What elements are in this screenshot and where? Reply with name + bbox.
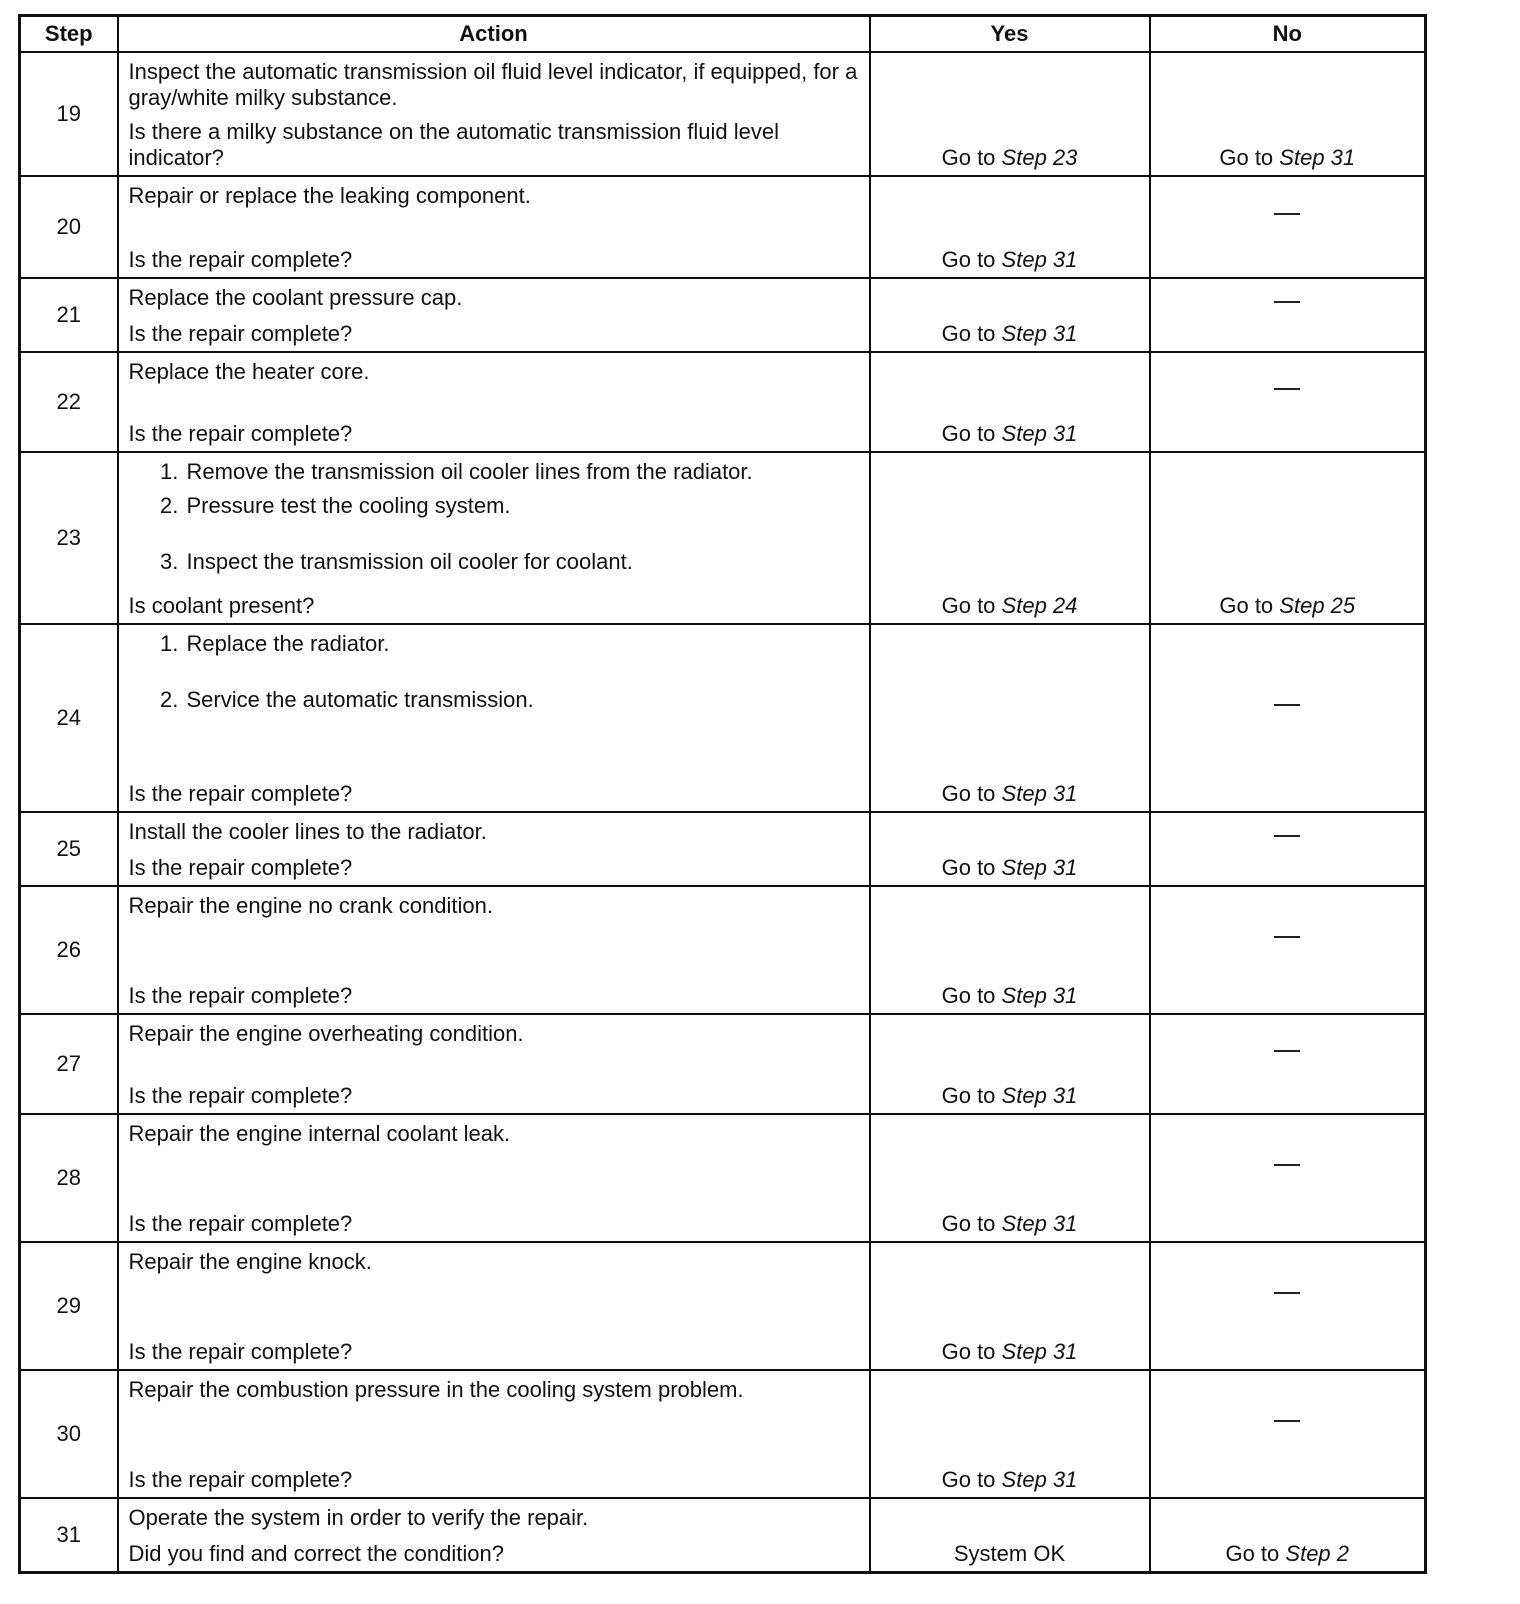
goto-prefix: Go to [941, 421, 996, 446]
action-content [119, 1371, 869, 1497]
step-reference: Step 23 [1001, 145, 1078, 170]
yes-cell [870, 624, 1150, 812]
instruction-list-item: 2. Pressure test the cooling system. [185, 493, 859, 519]
no-cell [1150, 886, 1426, 1014]
table-row [20, 624, 1426, 812]
table-row [20, 1114, 1426, 1242]
goto-prefix: Go to [941, 1211, 996, 1236]
goto-prefix: Go to [941, 1083, 996, 1108]
yes-goto [942, 1083, 1078, 1108]
yes-goto [942, 983, 1078, 1008]
instruction-text: Repair the engine internal coolant leak. [128, 1121, 511, 1146]
yes-cell [870, 1498, 1150, 1573]
action-content [119, 625, 869, 811]
step-number: 21 [20, 278, 118, 352]
yes-cell [870, 1114, 1150, 1242]
no-goto [1219, 145, 1355, 170]
instruction-list [129, 631, 859, 713]
action-question: Is the repair complete? [128, 781, 353, 806]
action-instructions [129, 1377, 859, 1409]
header-no: No [1150, 16, 1426, 53]
step-reference: Step 31 [1001, 321, 1078, 346]
goto-prefix: Go to [1219, 593, 1274, 618]
action-instructions [129, 285, 859, 317]
no-dash [1274, 301, 1300, 329]
step-number: 24 [20, 624, 118, 812]
instruction-text: Replace the coolant pressure cap. [128, 285, 463, 310]
table-row [20, 452, 1426, 624]
table-row [20, 1498, 1426, 1573]
action-content [119, 887, 869, 1013]
instruction-text: Install the cooler lines to the radiator. [128, 819, 487, 844]
instruction-text: Repair the engine no crank condition. [128, 893, 493, 918]
step-reference: Step 31 [1001, 1083, 1078, 1108]
action-cell [118, 1014, 870, 1114]
yes-cell [870, 1370, 1150, 1498]
no-cell [1150, 1498, 1426, 1573]
action-cell [118, 452, 870, 624]
no-cell [1150, 52, 1426, 176]
goto-prefix: Go to [1225, 1541, 1280, 1566]
action-question: Is the repair complete? [128, 855, 353, 880]
step-reference: Step 31 [1001, 1211, 1078, 1236]
step-reference: Step 31 [1001, 421, 1078, 446]
action-cell [118, 812, 870, 886]
yes-cell [870, 886, 1150, 1014]
action-content [119, 1243, 869, 1369]
instruction-text: Repair the combustion pressure in the cooling system problem. [128, 1377, 744, 1402]
action-question: Is the repair complete? [128, 1083, 353, 1108]
instruction-list-item: 3. Inspect the transmission oil cooler for coolant. [185, 549, 859, 575]
instruction-text: Repair or replace the leaking component. [128, 183, 531, 208]
action-question: Is coolant present? [128, 593, 315, 618]
no-dash [1274, 213, 1300, 241]
action-instructions [129, 819, 859, 851]
no-dash [1274, 835, 1300, 863]
step-number: 19 [20, 52, 118, 176]
instruction-list-item: 1. Remove the transmission oil cooler lines from the radiator. [185, 459, 859, 485]
step-reference: Step 31 [1001, 1467, 1078, 1492]
action-cell [118, 52, 870, 176]
action-cell [118, 1370, 870, 1498]
action-content [119, 453, 869, 623]
action-instructions [129, 631, 859, 721]
step-reference: Step 31 [1001, 247, 1078, 272]
step-reference: Step 31 [1001, 781, 1078, 806]
diagnostic-table-page [18, 14, 1424, 1574]
action-content [119, 813, 869, 885]
yes-goto [942, 1467, 1078, 1492]
no-dash [1274, 1420, 1300, 1448]
step-number: 31 [20, 1498, 118, 1573]
action-question: Is the repair complete? [128, 1211, 353, 1236]
action-instructions [129, 359, 859, 391]
step-number: 20 [20, 176, 118, 278]
no-cell [1150, 352, 1426, 452]
header-action: Action [118, 16, 870, 53]
action-content [119, 1115, 869, 1241]
action-question: Is the repair complete? [128, 247, 353, 272]
action-content [119, 279, 869, 351]
yes-goto [942, 321, 1078, 346]
step-number: 27 [20, 1014, 118, 1114]
step-number: 28 [20, 1114, 118, 1242]
step-number: 30 [20, 1370, 118, 1498]
action-instructions [129, 1121, 859, 1153]
action-content [119, 353, 869, 451]
action-question: Is there a milky substance on the automatic transmission fluid level indicator? [128, 119, 780, 170]
no-cell [1150, 1242, 1426, 1370]
goto-prefix: Go to [941, 983, 996, 1008]
goto-prefix: Go to [1219, 145, 1274, 170]
action-cell [118, 1114, 870, 1242]
action-question: Is the repair complete? [128, 1339, 353, 1364]
yes-cell [870, 278, 1150, 352]
action-question: Is the repair complete? [128, 983, 353, 1008]
yes-cell [870, 812, 1150, 886]
no-dash [1274, 1050, 1300, 1078]
goto-prefix: Go to [941, 855, 996, 880]
action-instructions [129, 1021, 859, 1053]
step-reference: Step 25 [1279, 593, 1356, 618]
yes-goto [942, 1211, 1078, 1236]
yes-goto [942, 1339, 1078, 1364]
no-cell [1150, 1014, 1426, 1114]
goto-prefix: Go to [941, 1339, 996, 1364]
no-dash [1274, 1164, 1300, 1192]
step-number: 26 [20, 886, 118, 1014]
action-content [119, 1015, 869, 1113]
action-question: Is the repair complete? [128, 421, 353, 446]
goto-prefix: Go to [941, 781, 996, 806]
step-reference: Step 24 [1001, 593, 1078, 618]
no-cell [1150, 452, 1426, 624]
instruction-text: Replace the heater core. [128, 359, 370, 384]
no-cell [1150, 1114, 1426, 1242]
action-cell [118, 886, 870, 1014]
action-instructions [129, 183, 859, 215]
instruction-list-item: 1. Replace the radiator. [185, 631, 859, 657]
table-row [20, 886, 1426, 1014]
no-cell [1150, 176, 1426, 278]
yes-goto [942, 247, 1078, 272]
no-cell [1150, 624, 1426, 812]
yes-goto [942, 421, 1078, 446]
no-cell [1150, 1370, 1426, 1498]
instruction-text: Repair the engine knock. [128, 1249, 372, 1274]
step-reference: Step 2 [1285, 1541, 1350, 1566]
action-cell [118, 624, 870, 812]
yes-cell [870, 352, 1150, 452]
goto-prefix: Go to [941, 247, 996, 272]
yes-goto [942, 593, 1078, 618]
table-row [20, 176, 1426, 278]
instruction-text: Inspect the automatic transmission oil fluid level indicator, if equipped, for a gray/white milky substance. [128, 59, 858, 110]
table-body [20, 52, 1426, 1573]
instruction-list [129, 459, 859, 575]
table-row [20, 52, 1426, 176]
yes-goto [942, 781, 1078, 806]
instruction-text: Repair the engine overheating condition. [128, 1021, 524, 1046]
no-cell [1150, 812, 1426, 886]
yes-cell [870, 52, 1150, 176]
action-instructions [129, 893, 859, 925]
instruction-text: Operate the system in order to verify the repair. [128, 1505, 589, 1530]
action-question: Did you find and correct the condition? [128, 1541, 504, 1566]
table-row [20, 1014, 1426, 1114]
yes-cell [870, 176, 1150, 278]
step-number: 25 [20, 812, 118, 886]
yes-goto [942, 855, 1078, 880]
table-row [20, 812, 1426, 886]
step-reference: Step 31 [1279, 145, 1356, 170]
no-cell [1150, 278, 1426, 352]
no-goto [1225, 1541, 1349, 1566]
action-cell [118, 1498, 870, 1573]
action-question: Is the repair complete? [128, 1467, 353, 1492]
action-content [119, 177, 869, 277]
step-reference: Step 31 [1001, 855, 1078, 880]
action-question: Is the repair complete? [128, 321, 353, 346]
table-row [20, 1242, 1426, 1370]
yes-goto [942, 145, 1078, 170]
action-instructions [129, 1249, 859, 1281]
action-cell [118, 278, 870, 352]
yes-cell [870, 1014, 1150, 1114]
action-instructions [129, 59, 859, 117]
instruction-list-item: 2. Service the automatic transmission. [185, 687, 859, 713]
action-content [119, 53, 869, 175]
no-goto [1219, 593, 1355, 618]
no-dash [1274, 388, 1300, 416]
action-cell [118, 176, 870, 278]
diagnostic-table [18, 14, 1427, 1574]
yes-cell [870, 452, 1150, 624]
step-reference: Step 31 [1001, 1339, 1078, 1364]
no-dash [1274, 936, 1300, 964]
action-cell [118, 1242, 870, 1370]
action-content [119, 1499, 869, 1571]
table-row [20, 278, 1426, 352]
header-step: Step [20, 16, 118, 53]
header-yes: Yes [870, 16, 1150, 53]
yes-text: System OK [953, 1541, 1066, 1566]
step-number: 23 [20, 452, 118, 624]
goto-prefix: Go to [941, 593, 996, 618]
no-dash [1274, 1292, 1300, 1320]
table-row [20, 1370, 1426, 1498]
yes-cell [870, 1242, 1150, 1370]
action-instructions [129, 459, 859, 583]
goto-prefix: Go to [941, 1467, 996, 1492]
action-instructions [129, 1505, 859, 1537]
table-header-row [20, 16, 1426, 53]
goto-prefix: Go to [941, 321, 996, 346]
goto-prefix: Go to [941, 145, 996, 170]
step-number: 29 [20, 1242, 118, 1370]
no-dash [1274, 704, 1300, 732]
step-reference: Step 31 [1001, 983, 1078, 1008]
step-number: 22 [20, 352, 118, 452]
action-cell [118, 352, 870, 452]
table-row [20, 352, 1426, 452]
